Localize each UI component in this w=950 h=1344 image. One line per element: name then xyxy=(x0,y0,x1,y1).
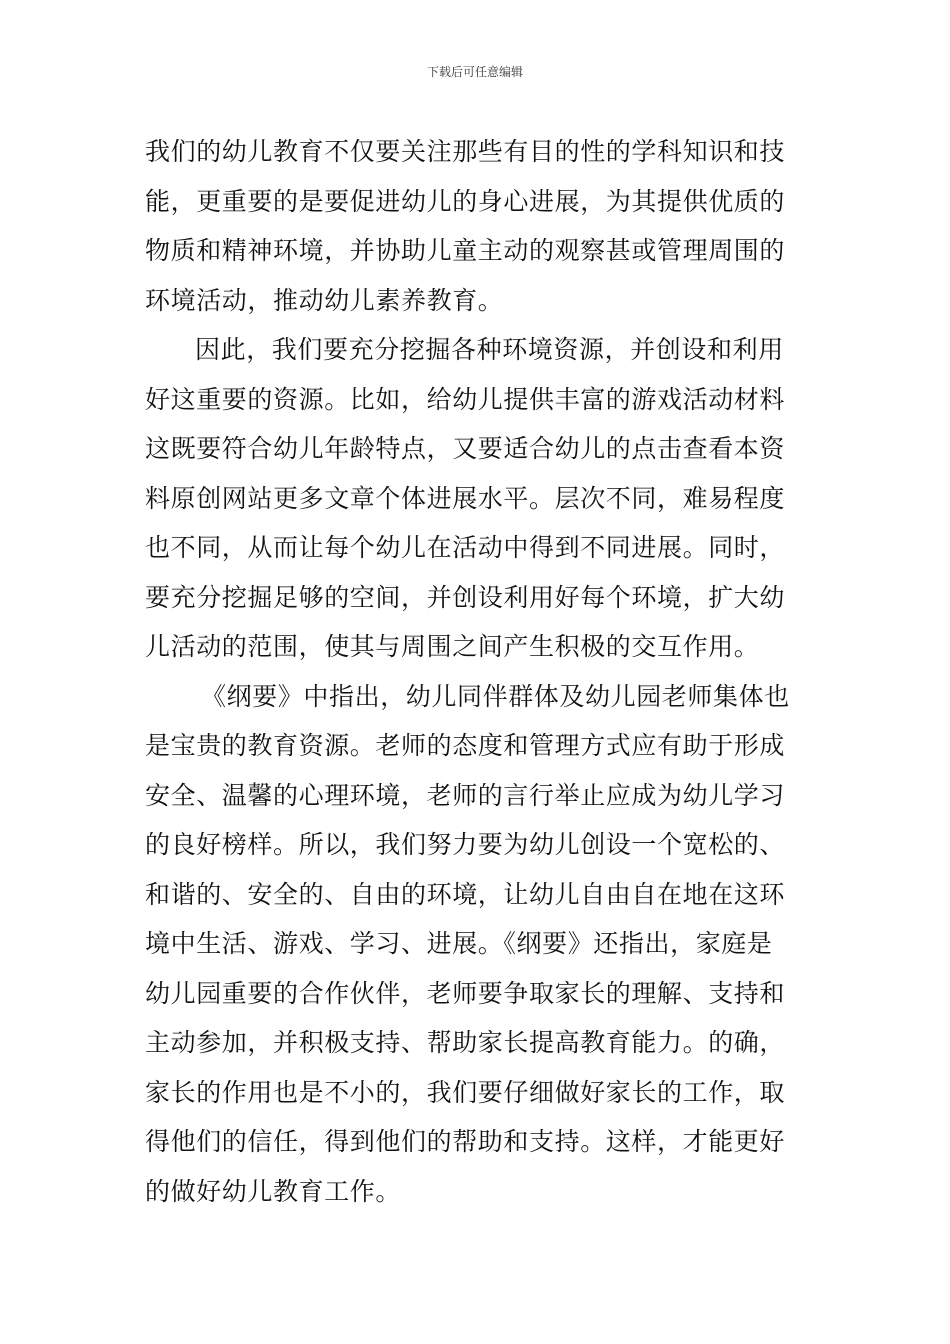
text-line: 因此，我们要充分挖掘各种环境资源，并创设和利用 xyxy=(195,335,784,364)
text-line: 环境活动，推动幼儿素养教育。 xyxy=(145,285,504,315)
text-line: 也不同，从而让每个幼儿在活动中得到不同进展。同时， xyxy=(145,533,786,562)
text-line: 这既要符合幼儿年龄特点，又要适合幼儿的点击查看本资 xyxy=(145,434,786,463)
text-line: 和谐的、安全的、自由的环境，让幼儿自由自在地在这环 xyxy=(145,879,786,909)
text-line: 得他们的信任，得到他们的帮助和支持。这样，才能更好 xyxy=(145,1127,786,1156)
text-line: 好这重要的资源。比如，给幼儿提供丰富的游戏活动材料 xyxy=(145,384,786,414)
text-line: 《纲要》中指出，幼儿同伴群体及幼儿园老师集体也 xyxy=(201,681,790,711)
paragraph-3 xyxy=(145,672,807,1217)
text-line: 我们的幼儿教育不仅要关注那些有目的性的学科知识和技 xyxy=(145,137,786,166)
text-line: 的做好幼儿教育工作。 xyxy=(145,1176,402,1206)
text-line: 料原创网站更多文章个体进展水平。层次不同，难易程度 xyxy=(145,483,786,513)
text-line: 要充分挖掘足够的空间，并创设利用好每个环境，扩大幼 xyxy=(145,582,786,612)
text-line: 主动参加，并积极支持、帮助家长提高教育能力。的确， xyxy=(145,1028,786,1057)
text-line: 能，更重要的是要促进幼儿的身心进展，为其提供优质的 xyxy=(145,186,786,216)
text-line: 家长的作用也是不小的，我们要仔细做好家长的工作，取 xyxy=(145,1077,786,1107)
text-line: 物质和精神环境，并协助儿童主动的观察甚或管理周围的 xyxy=(145,236,786,265)
document-body xyxy=(145,127,807,1216)
text-line: 幼儿园重要的合作伙伴，老师要争取家长的理解、支持和 xyxy=(145,978,786,1008)
text-line: 安全、温馨的心理环境，老师的言行举止应成为幼儿学习 xyxy=(145,780,786,810)
text-line: 儿活动的范围，使其与周围之间产生积极的交互作用。 xyxy=(145,632,760,661)
text-line: 的良好榜样。所以，我们努力要为幼儿创设一个宽松的、 xyxy=(145,830,786,859)
text-line: 是宝贵的教育资源。老师的态度和管理方式应有助于形成 xyxy=(145,731,786,760)
text-line: 境中生活、游戏、学习、进展。《纲要》还指出，家庭是 xyxy=(145,929,773,958)
paragraph-1 xyxy=(145,127,807,325)
page-header: 下载后可任意编辑 xyxy=(426,65,523,79)
paragraph-2 xyxy=(145,325,807,672)
